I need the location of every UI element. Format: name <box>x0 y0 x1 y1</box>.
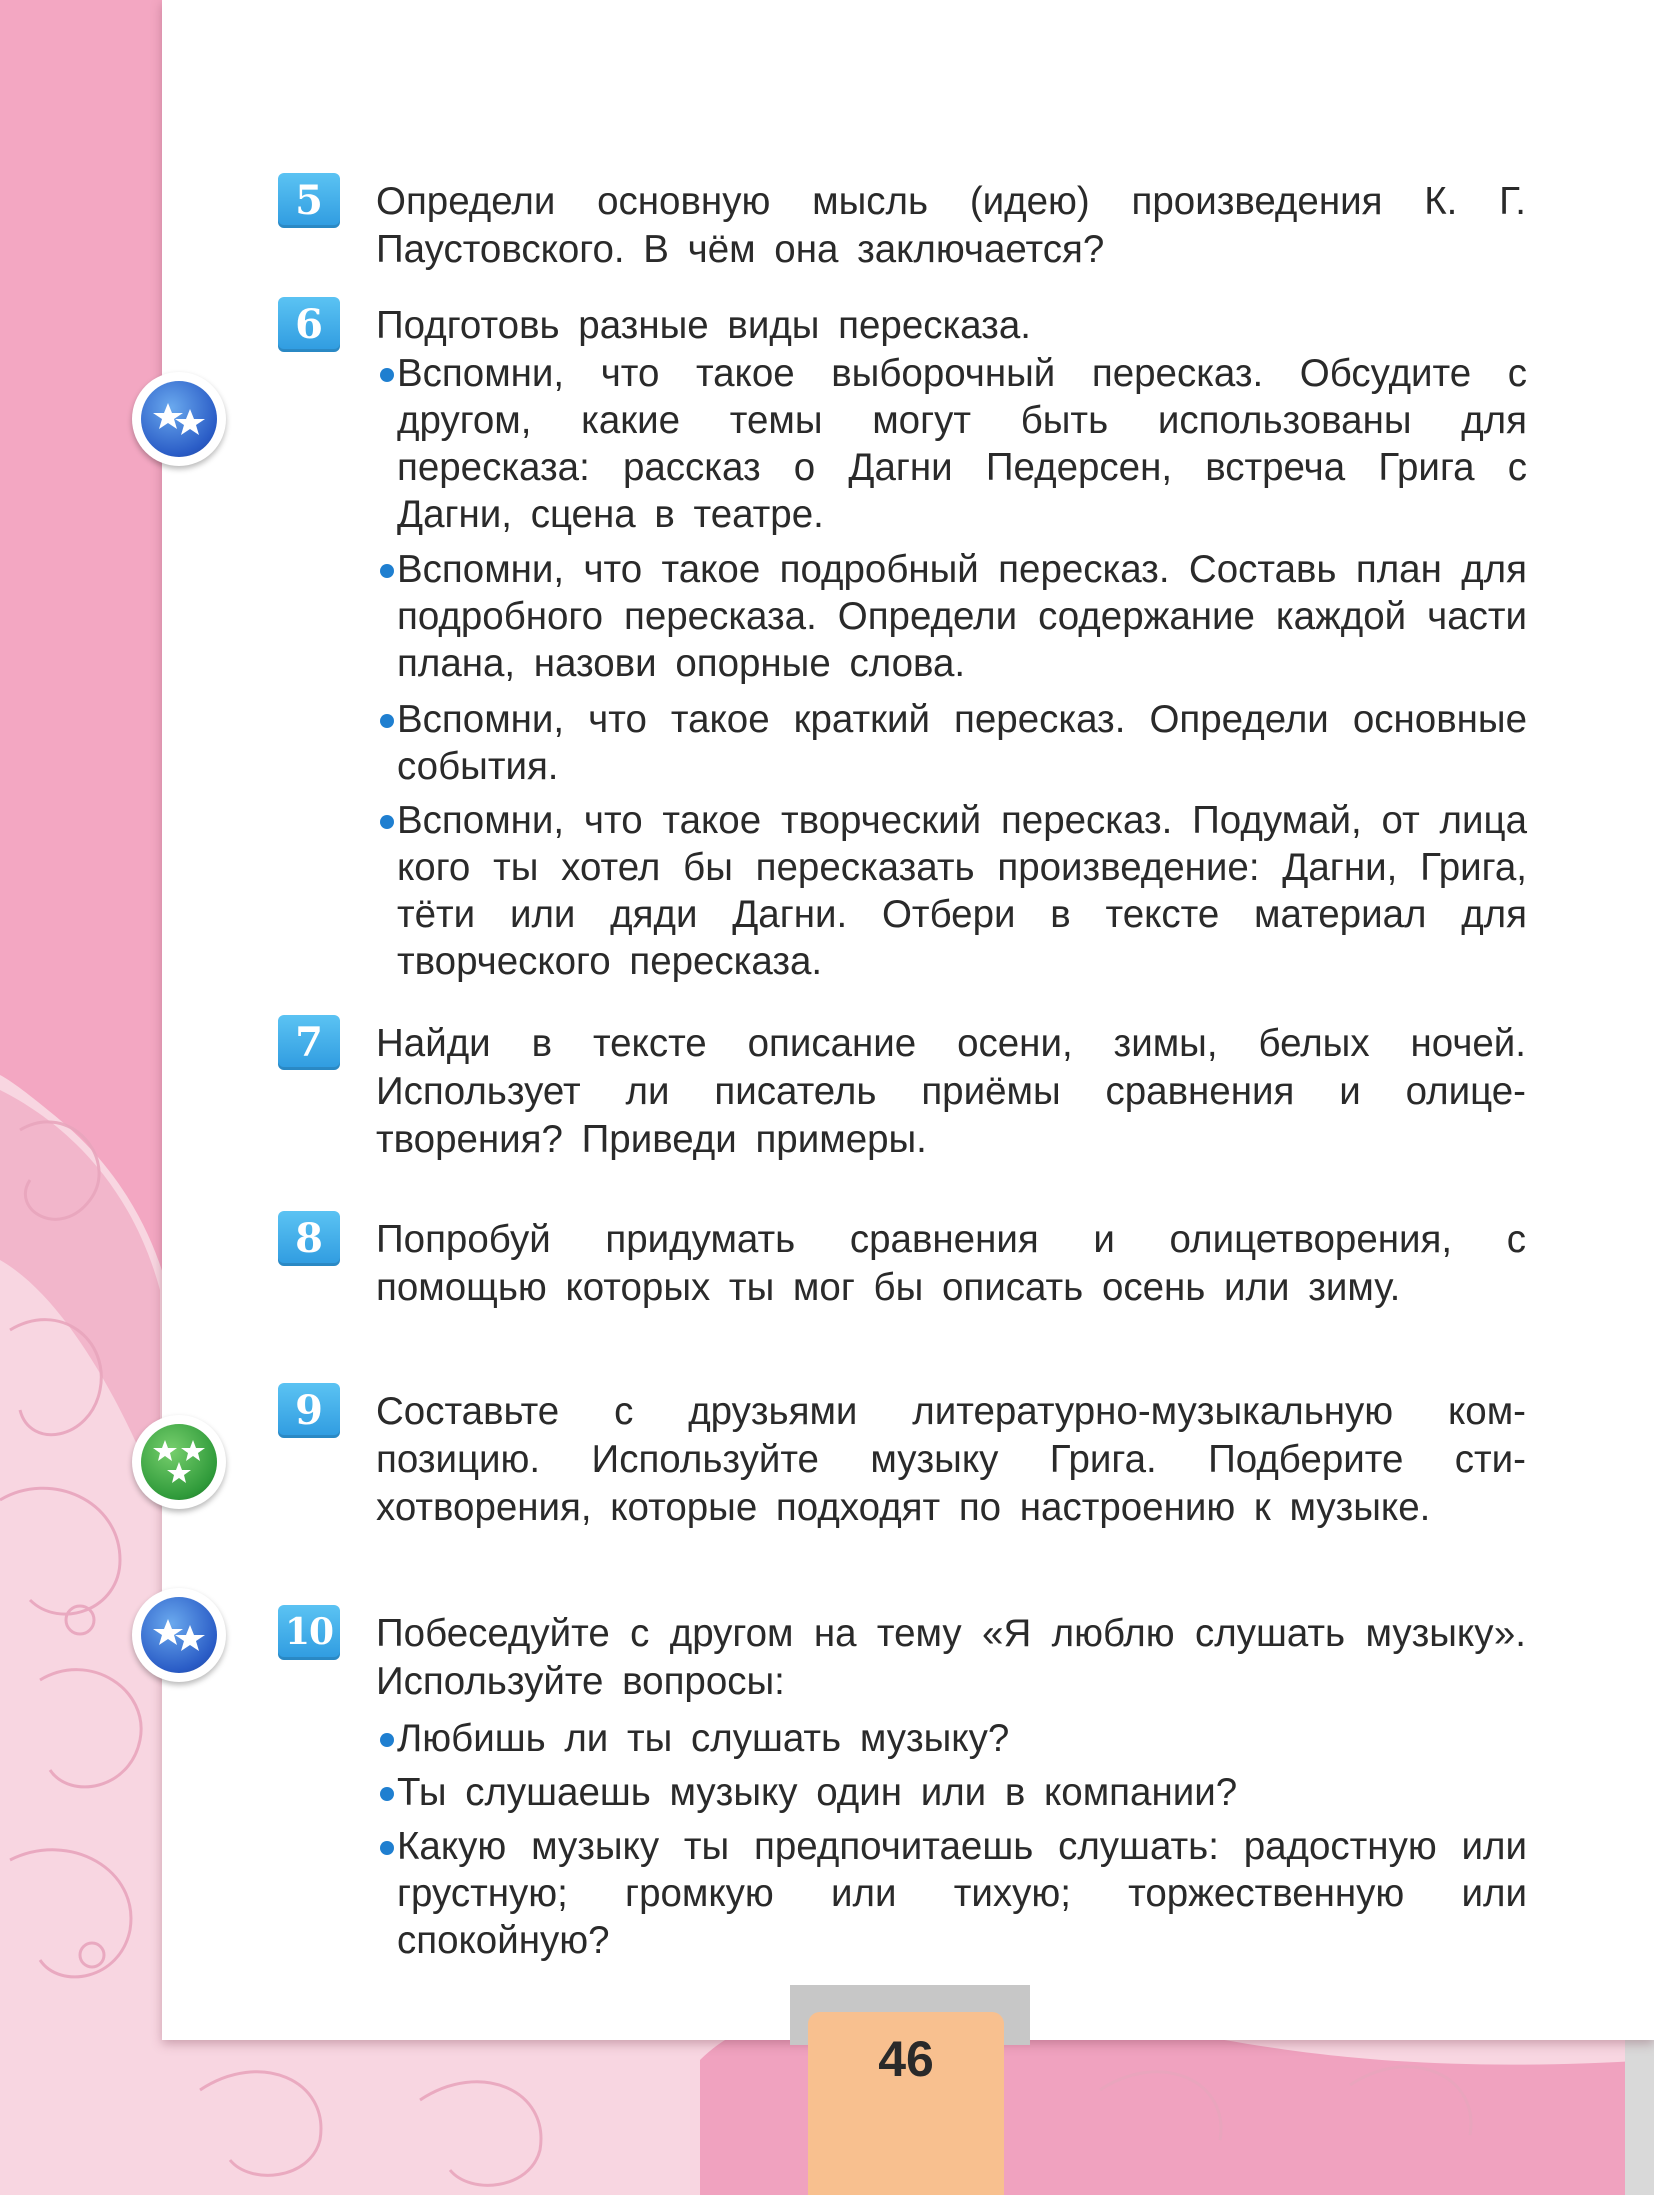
bullet-item <box>397 1769 1527 1816</box>
two-stars-badge-icon <box>132 372 226 466</box>
bullet-dot-icon <box>380 564 394 578</box>
task-number: 6 <box>278 297 340 352</box>
task-text: Составьте с друзьями литературно-музыкальную композицию. Используйте музыку Грига. Подберите стихотворения, которые подходят по настроению к музыке. <box>376 1390 1526 1529</box>
bullet-dot-icon <box>380 1787 394 1801</box>
three-stars-badge-icon <box>132 1415 226 1509</box>
bullet-text: Ты слушаешь музыку один или в компании? <box>397 1771 1238 1814</box>
bullet-dot-icon <box>380 368 394 382</box>
task-text: Попробуй придумать сравнения и олицетворения, с помощью которых ты мог бы описать осень или зиму. <box>376 1218 1526 1309</box>
task-text: Подготовь разные виды пересказа. <box>376 304 1031 347</box>
bullet-item <box>397 546 1527 687</box>
task-number: 5 <box>278 173 340 228</box>
bullet-item <box>397 797 1527 985</box>
task-number: 8 <box>278 1211 340 1266</box>
bullet-item <box>397 1823 1527 1964</box>
bullet-item <box>397 1715 1527 1762</box>
task-number: 7 <box>278 1015 340 1070</box>
bullet-text: Вспомни, что такое подробный пересказ. Составь план для подробного пересказа. Определи содержание каждой части плана, назови опорные слова. <box>397 548 1527 685</box>
task-number: 9 <box>278 1383 340 1438</box>
bullet-dot-icon <box>380 815 394 829</box>
bullet-text: Вспомни, что такое краткий пересказ. Определи основные события. <box>397 698 1527 788</box>
bullet-dot-icon <box>380 714 394 728</box>
bullet-item <box>397 350 1527 538</box>
bullet-dot-icon <box>380 1841 394 1855</box>
bullet-text: Какую музыку ты предпочитаешь слушать: радостную или грустную; громкую или тихую; торжественную или спокойную? <box>397 1825 1527 1962</box>
task-number: 10 <box>278 1605 340 1660</box>
two-stars-badge-icon <box>132 1588 226 1682</box>
bullet-text: Вспомни, что такое творческий пересказ. Подумай, от лица кого ты хотел бы пересказать произведение: Дагни, Грига, тёти или дяди Дагни. Отбери в тексте материал для творческого пересказа. <box>397 799 1527 983</box>
bullet-dot-icon <box>380 1733 394 1747</box>
task-text: Найди в тексте описание осени, зимы, белых ночей. Использует ли писатель приёмы сравнения и олицетворения? Приведи примеры. <box>376 1022 1526 1161</box>
page-number: 46 <box>878 2031 934 2087</box>
bullet-text: Любишь ли ты слушать музыку? <box>397 1717 1010 1760</box>
bullet-item <box>397 696 1527 790</box>
task-text: Определи основную мысль (идею) произведения К. Г. Паустовского. В чём она заключается? <box>376 180 1526 271</box>
bullet-text: Вспомни, что такое выборочный пересказ. Обсудите с другом, какие темы могут быть использованы для пересказа: рассказ о Дагни Педерсен, встреча Грига с Дагни, сцена в театре. <box>397 352 1527 536</box>
task-text: Побеседуйте с другом на тему «Я люблю слушать музыку». Используйте вопросы: <box>376 1612 1526 1703</box>
